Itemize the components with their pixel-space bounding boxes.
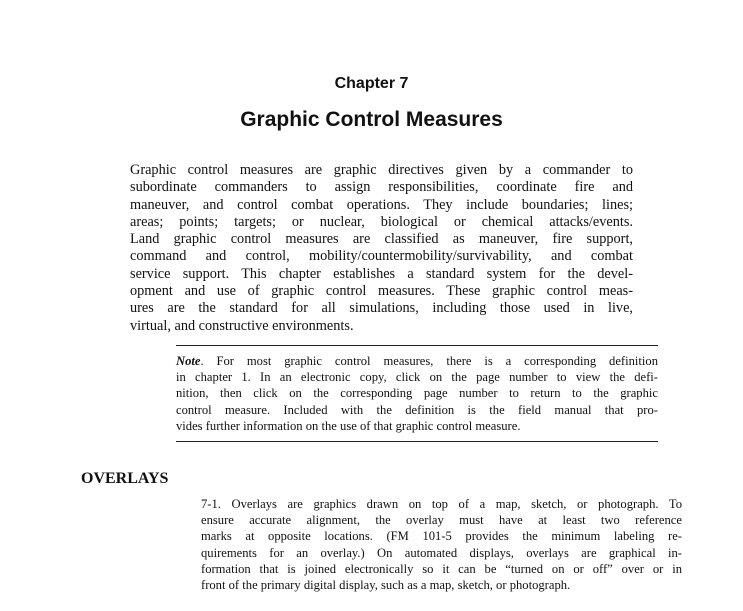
intro-line: virtual, and constructive environments. (130, 317, 354, 334)
paragraph-line: front of the primary digital display, such as a map, sketch, or photograph. (201, 578, 571, 593)
intro-line: Land graphic control measures are classified as maneuver, fire support, (130, 231, 633, 248)
paragraph-line: quirements for an overlay.) On automated displays, overlays are graphical in- (201, 545, 682, 560)
note-first-line-text: . For most graphic control measures, there is a corresponding definition (200, 354, 658, 368)
note-line (176, 353, 658, 369)
intro-line: areas; points; targets; or nuclear, biological or chemical attacks/events. (130, 213, 633, 230)
note-line: in chapter 1. In an electronic copy, click on the page number to view the defi- (176, 370, 658, 385)
intro-paragraph (130, 162, 633, 335)
intro-line: Graphic control measures are graphic directives given by a commander to (130, 162, 633, 178)
paragraph-line: ensure accurate alignment, the overlay must have at least two reference (201, 513, 682, 528)
note-line: nition, then click on the corresponding page number to return to the graphic (176, 386, 658, 401)
chapter-title: Graphic Control Measures (240, 108, 503, 131)
intro-line: command and control, mobility/countermobility/survivability, and combat (130, 248, 633, 265)
paragraph-line: marks at opposite locations. (FM 101-5 provides the minimum labeling re- (201, 529, 682, 544)
intro-line: service support. This chapter establishes a standard system for the devel- (130, 265, 633, 282)
section-heading: OVERLAYS (81, 470, 169, 487)
note-box (176, 345, 658, 442)
intro-line: ures are the standard for all simulations, including those used in live, (130, 300, 633, 317)
note-label: Note (176, 354, 201, 368)
note-line: control measure. Included with the definition is the field manual that pro- (176, 402, 658, 417)
paragraph-line: formation that is joined electronically so it can be “turned on or off” over or in (201, 561, 682, 576)
paragraph-line: 7-1. Overlays are graphics drawn on top of a map, sketch, or photograph. To (201, 497, 682, 511)
intro-line: maneuver, and control combat operations. They include boundaries; lines; (130, 196, 633, 213)
chapter-label: Chapter 7 (334, 75, 409, 92)
section-paragraph (201, 496, 682, 593)
intro-line: subordinate commanders to assign responsibilities, coordinate fire and (130, 179, 633, 196)
note-line: vides further information on the use of that graphic control measure. (176, 418, 521, 433)
intro-line: opment and use of graphic control measures. These graphic control meas- (130, 283, 633, 300)
